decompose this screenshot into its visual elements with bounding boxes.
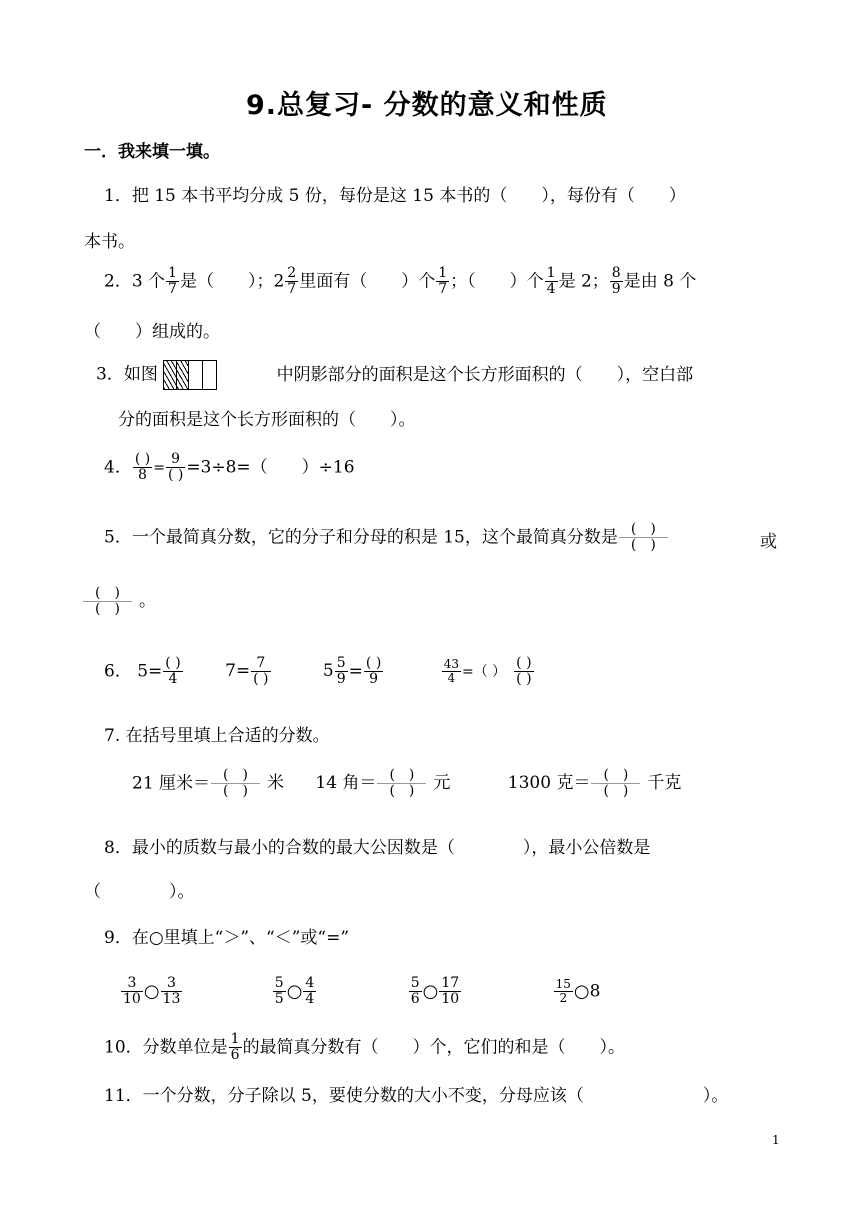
or-word: 或 xyxy=(760,532,777,552)
fraction-blank[interactable]: ( ) ( ) xyxy=(211,768,260,800)
question-2-line-1: 2．3 个 $\frac{1}{7}$ 是（ ）；2 $\frac{2}{7}$ 里面有（ ）个 $\frac{1}{7}$ ；（ ）个 $\frac{1}{4}$ 是 2； $\frac{8}{9}$ 是由 8 个 xyxy=(104,265,697,298)
fraction: $\frac{1}{4}$ xyxy=(546,265,556,298)
fraction: $\frac{8}{9}$ xyxy=(611,265,621,298)
question-9-comparisons: $\frac{3}{10}$ ○ $\frac{3}{13}$ $\frac{5}{5}$ ○ $\frac{4}{4}$ $\frac{5}{6}$ ○ $\frac{17}{10}$ $\frac{15}{2}$ ○8 xyxy=(123,975,601,1008)
fraction: ( ) ( ) xyxy=(516,655,532,688)
fraction-blank[interactable]: ( ) ( ) xyxy=(591,768,640,800)
rectangle-figure xyxy=(163,360,217,390)
question-3-line-1: 3．如图 中阴影部分的面积是这个长方形面积的（ ），空白部 xyxy=(96,360,693,390)
fraction: $\frac{1}{7}$ xyxy=(438,265,448,298)
question-4: 4． ( ) 8 = 9 ( ) =3÷8=（ ）÷16 xyxy=(104,451,355,484)
compare-circle[interactable]: ○ xyxy=(143,980,160,1002)
fraction-blank[interactable]: ( ) ( ) xyxy=(377,768,426,800)
fraction: $\frac{15}{2}$ xyxy=(555,977,571,1006)
fraction: ( ) 4 xyxy=(165,655,181,688)
question-1-line-1: 1．把 15 本书平均分成 5 份，每份是这 15 本书的（ ），每份有（ ） xyxy=(104,186,686,206)
fraction-blank[interactable]: ( ) ( ) xyxy=(619,522,668,554)
question-2-line-2: （ ）组成的。 xyxy=(84,322,220,342)
question-5-line-2: ( ) ( ) 。 xyxy=(82,586,156,618)
fraction-blank[interactable]: ( ) ( ) xyxy=(83,586,132,618)
question-8-line-1: 8．最小的质数与最小的合数的最大公因数是（ ），最小公倍数是 xyxy=(104,838,651,858)
fraction: $\frac{5}{5}$ xyxy=(274,975,284,1008)
compare-circle[interactable]: ○ xyxy=(573,980,590,1002)
fraction: $\frac{1}{6}$ xyxy=(230,1031,240,1064)
section-heading: 一．我来填一填。 xyxy=(84,142,220,162)
fraction: $\frac{17}{10}$ xyxy=(441,975,460,1008)
fraction: $\frac{5}{6}$ xyxy=(410,975,420,1008)
question-7-heading: 7. 在括号里填上合适的分数。 xyxy=(104,726,330,746)
question-8-line-2: （ ）。 xyxy=(84,882,195,902)
question-3-line-2: 分的面积是这个长方形面积的（ ）。 xyxy=(118,410,416,430)
fraction: 7 ( ) xyxy=(253,655,269,688)
question-11: 11．一个分数，分子除以 5，要使分数的大小不变，分母应该（ ）。 xyxy=(104,1086,729,1106)
fraction: $\frac{1}{7}$ xyxy=(168,265,177,298)
compare-circle[interactable]: ○ xyxy=(422,980,439,1002)
fraction: $\frac{3}{13}$ xyxy=(162,975,181,1008)
question-5-line-1: 5．一个最简真分数，它的分子和分母的积是 15，这个最简真分数是 ( ) ( ) xyxy=(104,522,669,554)
fraction: 9 ( ) xyxy=(167,451,184,484)
compare-circle[interactable]: ○ xyxy=(286,980,303,1002)
question-10: 10．分数单位是 $\frac{1}{6}$ 的最简真分数有（ ）个，它们的和是（ ）。 xyxy=(104,1031,626,1064)
fraction: $\frac{4}{4}$ xyxy=(305,975,315,1008)
fraction: $\frac{3}{10}$ xyxy=(123,975,141,1008)
question-1-line-2: 本书。 xyxy=(84,232,135,252)
fraction: $\frac{5}{9}$ xyxy=(336,655,346,688)
fraction: ( ) 8 xyxy=(134,451,151,484)
fraction: $\frac{43}{4}$ xyxy=(443,657,459,686)
question-7-items: 21 厘米＝ ( ) ( ) 米 14 角＝ ( ) ( ) 元 1300 克＝ ( ) ( ) 千克 xyxy=(132,767,682,800)
page-number: 1 xyxy=(772,1133,780,1147)
question-9-heading: 9．在○里填上“＞”、“＜”或“=” xyxy=(104,928,350,948)
question-6: 6． 5= ( ) 4 7= 7 ( ) 5 $\frac{5}{9}$ = ( ) 9 $\frac{43}{4}$ =（ ） ( ) ( ) xyxy=(104,655,532,688)
page-title: 9.总复习- 分数的意义和性质 xyxy=(246,90,608,121)
fraction: $\frac{2}{7}$ xyxy=(287,265,297,298)
fraction: ( ) 9 xyxy=(365,655,382,688)
